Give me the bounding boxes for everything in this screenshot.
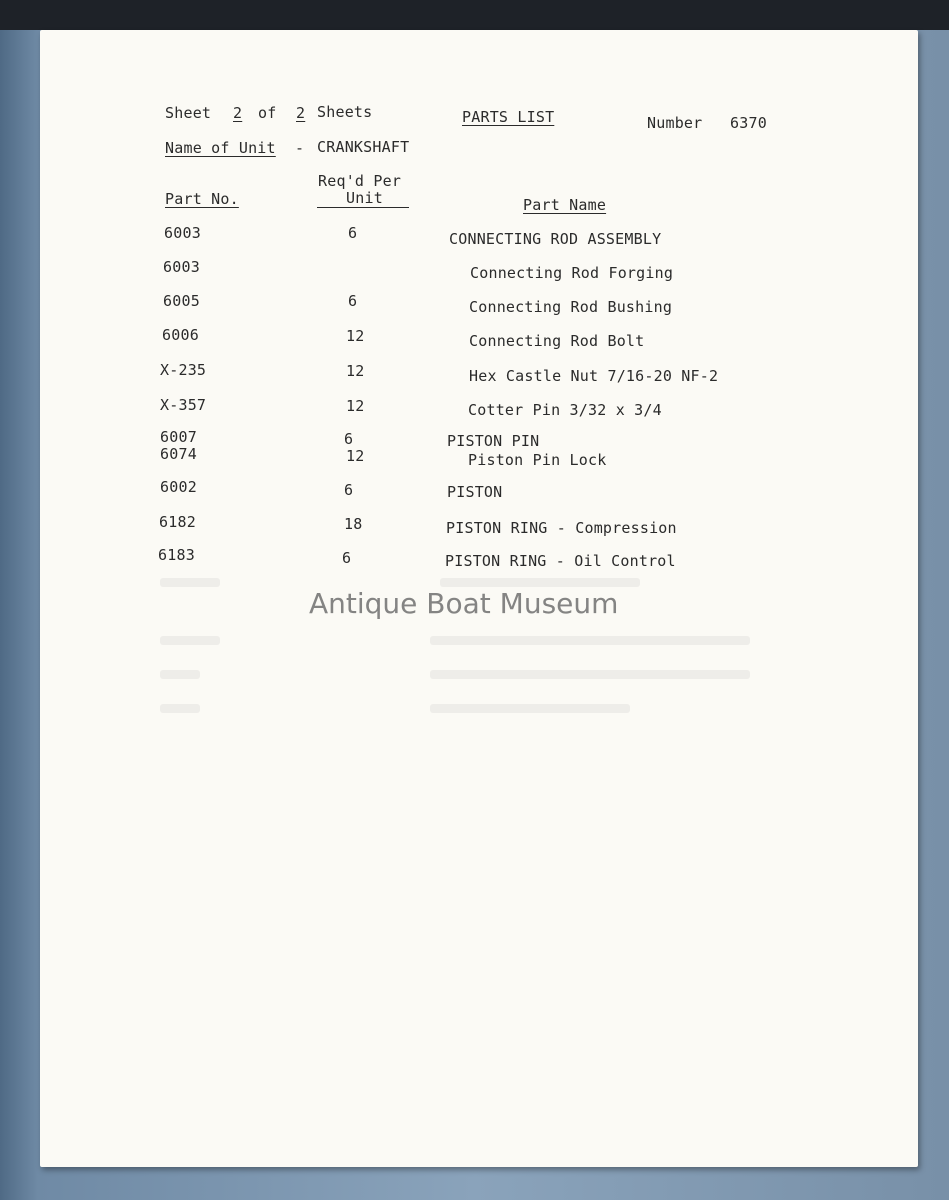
row-part-name: Connecting Rod Bushing — [469, 298, 673, 316]
row-part-no: 6183 — [158, 546, 195, 564]
top-shadow — [0, 0, 949, 30]
row-qty: 12 — [346, 447, 365, 465]
row-qty: 6 — [344, 481, 354, 499]
sheet-number: 2 — [233, 104, 243, 122]
column-reqd-line1: Req'd Per — [318, 172, 402, 190]
row-part-no: X-235 — [160, 361, 207, 379]
column-part-name: Part Name — [523, 196, 607, 214]
sheet-word: Sheet — [165, 104, 212, 122]
show-through — [160, 704, 200, 713]
show-through — [430, 636, 750, 645]
row-part-no: X-357 — [160, 396, 207, 414]
show-through — [440, 578, 640, 587]
row-qty: 18 — [344, 515, 363, 533]
row-part-no: 6002 — [160, 478, 197, 496]
show-through — [430, 704, 630, 713]
column-reqd-line2: Unit — [346, 189, 383, 207]
row-part-name: PISTON RING - Compression — [446, 519, 677, 537]
row-part-no: 6007 — [160, 428, 197, 446]
row-part-name: Connecting Rod Forging — [470, 264, 674, 282]
row-qty: 6 — [348, 224, 358, 242]
unit-separator: - — [295, 139, 305, 157]
row-part-name: PISTON PIN — [447, 432, 540, 450]
number-label: Number — [647, 114, 703, 132]
row-part-no: 6182 — [159, 513, 196, 531]
unit-label: Name of Unit — [165, 139, 276, 157]
column-part-no: Part No. — [165, 190, 239, 208]
row-qty: 12 — [346, 327, 365, 345]
row-part-name: Cotter Pin 3/32 x 3/4 — [468, 401, 662, 419]
show-through — [160, 636, 220, 645]
number-value: 6370 — [730, 114, 767, 132]
row-qty: 6 — [344, 430, 354, 448]
row-part-no: 6003 — [163, 258, 200, 276]
row-qty: 6 — [348, 292, 358, 310]
row-part-no: 6074 — [160, 445, 197, 463]
row-part-name: PISTON RING - Oil Control — [445, 552, 676, 570]
row-qty: 12 — [346, 362, 365, 380]
watermark: Antique Boat Museum — [309, 587, 619, 620]
row-part-name: PISTON — [447, 483, 503, 501]
row-qty: 12 — [346, 397, 365, 415]
of-word: of — [258, 104, 277, 122]
sheet-total: 2 — [296, 104, 306, 122]
show-through — [430, 670, 750, 679]
page-title: PARTS LIST — [462, 108, 555, 126]
row-part-no: 6006 — [162, 326, 199, 344]
column-reqd-underline — [317, 207, 409, 208]
show-through — [160, 578, 220, 587]
show-through — [160, 670, 200, 679]
row-part-name: Piston Pin Lock — [468, 451, 607, 469]
row-part-no: 6005 — [163, 292, 200, 310]
row-qty: 6 — [342, 549, 352, 567]
unit-value: CRANKSHAFT — [317, 138, 410, 156]
sheets-word: Sheets — [317, 103, 373, 121]
row-part-name: Hex Castle Nut 7/16-20 NF-2 — [469, 367, 719, 385]
row-part-no: 6003 — [164, 224, 201, 242]
row-part-name: Connecting Rod Bolt — [469, 332, 645, 350]
row-part-name: CONNECTING ROD ASSEMBLY — [449, 230, 662, 248]
